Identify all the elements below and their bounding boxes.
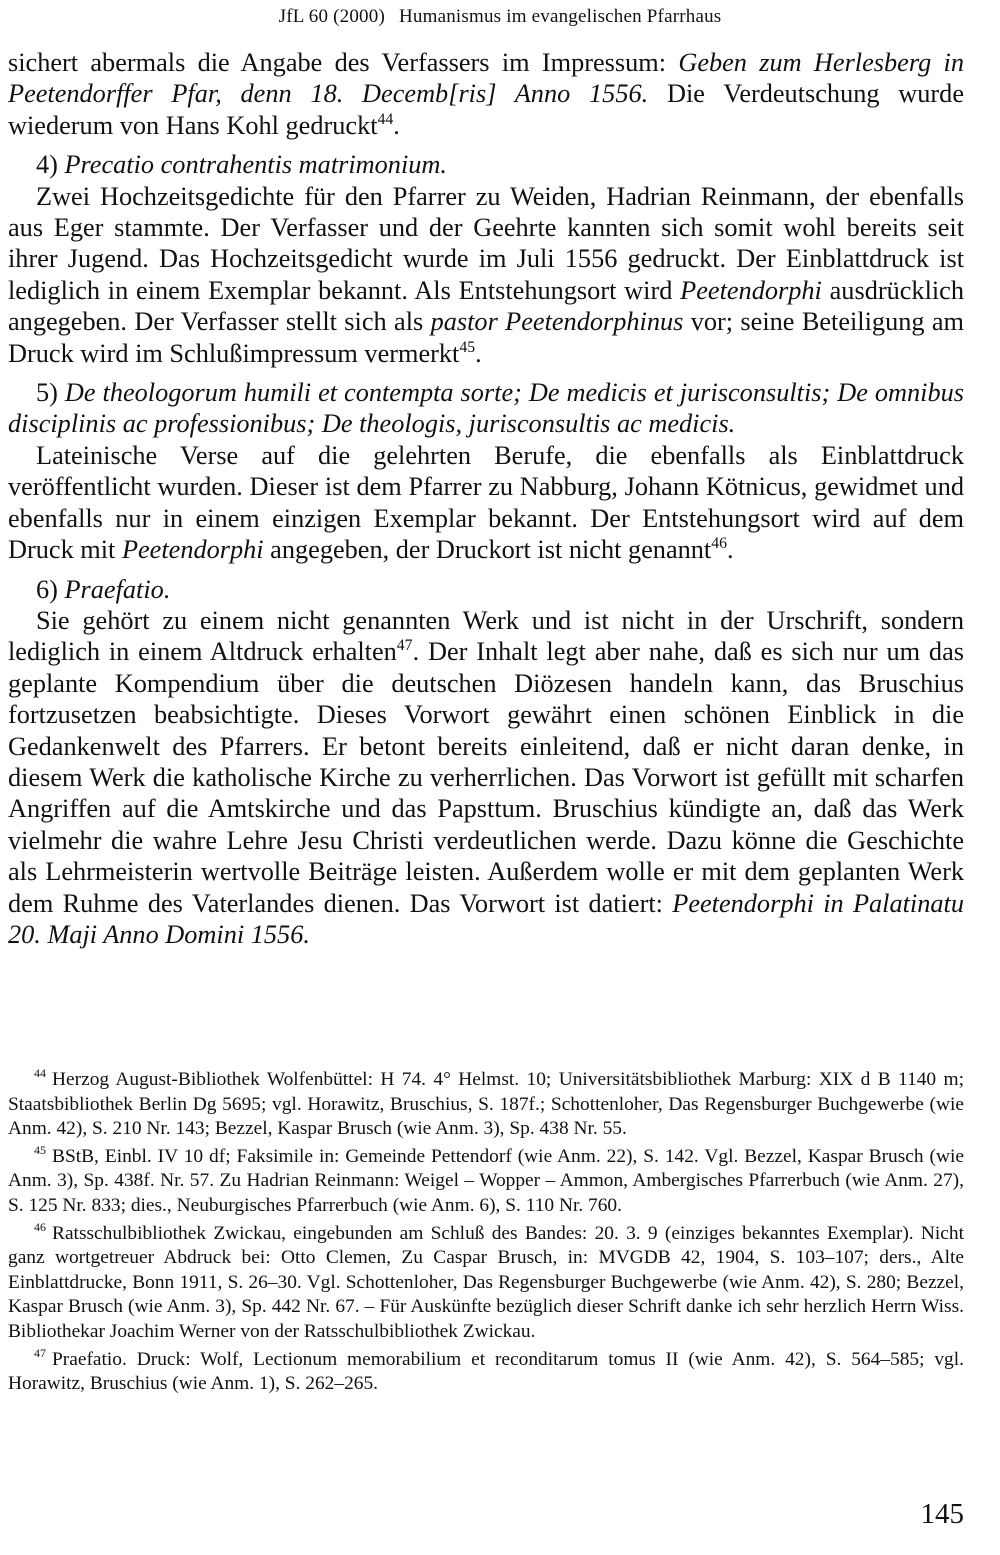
- text-run: ausdrücklich angegeben. Der Verfasser stellt sich als: [8, 275, 964, 337]
- footnote-ref-47[interactable]: 47: [396, 637, 413, 655]
- item-4-heading: [8, 149, 964, 180]
- footnote-number: 46: [34, 1219, 47, 1234]
- item-number: 5): [36, 378, 65, 408]
- footnote-44: [8, 1068, 964, 1142]
- paragraph-continuation: [8, 47, 964, 141]
- text-run: angegeben, der Druckort ist nicht genannt: [263, 535, 712, 565]
- page-number: 145: [920, 1498, 964, 1530]
- text-run: Die Verdeutschung wurde wiederum von Hans Kohl gedruckt: [8, 79, 965, 140]
- item-title: De theologorum humili et contempta sorte; De medicis et jurisconsultis; De omnibus disciplinis ac professionibus; De theologis, jurisconsultis ac medicis.: [8, 378, 964, 439]
- footnote-number: 47: [34, 1345, 47, 1360]
- text-run: Zwei Hochzeitsgedichte für den Pfarrer zu Weiden, Hadrian Reinmann, der ebenfalls aus Eger stammte. Der Verfasser und der Geehrte kannten sich somit wohl bereits seit ihrer Jugend. Das Hochzeitsgedicht wurde im Juli 1556 gedruckt. Der Einblattdruck ist lediglich in einem Exemplar bekannt. Als Entstehungsort wird: [8, 181, 964, 305]
- footnote-46: [8, 1219, 964, 1345]
- text-run: Sie gehört zu einem nicht genannten Werk und ist nicht in der Urschrift, sondern lediglich in einem Altdruck erhalten: [8, 605, 964, 667]
- item-5-heading: [8, 377, 964, 440]
- item-number: 6): [36, 574, 65, 604]
- item-5-text: [8, 440, 964, 566]
- text-run: .: [727, 535, 734, 565]
- item-6-heading: [8, 574, 964, 605]
- item-number: 4): [36, 150, 65, 180]
- footnote-text: Herzog August-Bibliothek Wolfenbüttel: H 74. 4° Helmst. 10; Universitätsbibliothek Marburg: XIX d B 1140 m; Staatsbibliothek Berlin Dg 5695; vgl. Horawitz, Bruschius, S. 187f.; Schottenloher, Das Regensburger Buchgewerbe (wie Anm. 42), S. 210 Nr. 143; Bezzel, Kaspar Brusch (wie Anm. 3), Sp. 438 Nr. 55.: [8, 1069, 964, 1140]
- text-run: sichert abermals die Angabe des Verfassers im Impressum:: [8, 48, 679, 77]
- italic-term: Peetendorphi: [680, 275, 822, 305]
- footnote-ref-44[interactable]: 44: [377, 110, 394, 128]
- footnote-text: Ratsschulbibliothek Zwickau, eingebunden am Schluß des Bandes: 20. 3. 9 (einziges bekanntes Exemplar). Nicht ganz wortgetreuer Abdruck bei: Otto Clemen, Zu Caspar Brusch, in: MVGDB 42, 1904, S. 103–107; ders., Alte Einblattdrucke, Bonn 1911, S. 26–30. Vgl. Schottenloher, Das Regensburger Buchgewerbe (wie Anm. 42), S. 280; Bezzel, Kaspar Brusch (wie Anm. 3), Sp. 442 Nr. 67. – Für Auskünfte bezüglich dieser Schrift danke ich sehr herzlich Herrn Wiss. Bibliothekar Joachim Werner von der Ratsschulbibliothek Zwickau.: [8, 1222, 964, 1342]
- italic-quote: Geben zum Herlesberg in Peetendorffer Pfar, denn 18. Decemb[ris] Anno 1556.: [8, 48, 964, 109]
- footnote-text: BStB, Einbl. IV 10 df; Faksimile in: Gemeinde Pettendorf (wie Anm. 22), S. 142. Vgl. Bezzel, Kaspar Brusch (wie Anm. 3), Sp. 438f. Nr. 57. Zu Hadrian Reinmann: Weigel – Wopper – Ammon, Ambergisches Pfarrerbuch (wie Anm. 27), S. 125 Nr. 833; dies., Neuburgisches Pfarrerbuch (wie Anm. 6), S. 110 Nr. 760.: [8, 1145, 964, 1216]
- footnote-number: 44: [34, 1066, 47, 1081]
- running-title: Humanismus im evangelischen Pfarrhaus: [398, 6, 722, 27]
- text-run: . Der Inhalt legt aber nahe, daß es sich nur um das geplante Kompendium über die deutschen Diözesen handeln kann, das Bruschius fortzusetzen beabsichtigte. Dieses Vorwort gewährt einen schönen Einblick in die Gedankenwelt des Pfarrers. Er betont bereits einleitend, daß er nicht daran denke, in diesem Werk die katholische Kirche zu verherrlichen. Das Vorwort ist gefüllt mit scharfen Angriffen auf die Amtskirche und das Papsttum. Bruschius kündigte an, daß das Werk vielmehr die wahre Lehre Jesu Christi verdeutlichen werde. Dazu könne die Geschichte als Lehrmeisterin wertvolle Beiträge leisten. Außerdem wolle er mit dem geplanten Werk dem Ruhme des Vaterlandes dienen. Das Vorwort ist datiert:: [8, 637, 964, 918]
- running-header: [0, 6, 1000, 28]
- footnote-number: 45: [34, 1142, 47, 1157]
- footnote-ref-45[interactable]: 45: [459, 338, 476, 356]
- italic-term: pastor Peetendorphinus: [430, 307, 684, 337]
- item-4-text: [8, 181, 964, 369]
- text-run: Lateinische Verse auf die gelehrten Berufe, die ebenfalls als Einblattdruck veröffentlicht wurden. Dieser ist dem Pfarrer zu Nabburg, Johann Kötnicus, gewidmet und ebenfalls nur in einem einzigen Exemplar bekannt. Der Entstehungsort wird auf dem Druck mit: [8, 440, 964, 565]
- journal-citation: JfL 60 (2000): [278, 6, 385, 27]
- footnote-45: [8, 1142, 964, 1219]
- footnotes: [8, 1068, 964, 1400]
- italic-date: Peetendorphi in Palatinatu 20. Maji Anno Domini 1556.: [8, 888, 964, 949]
- footnote-47: [8, 1345, 964, 1397]
- text-run: .: [475, 338, 482, 368]
- item-title: Precatio contrahentis matrimonium.: [64, 150, 447, 180]
- item-6-text: [8, 605, 964, 950]
- text-run: vor; seine Beteiligung am Druck wird im Schlußimpressum vermerkt: [8, 307, 964, 368]
- item-title: Praefatio.: [64, 574, 171, 604]
- text-run: .: [393, 110, 400, 140]
- footnote-text: Praefatio. Druck: Wolf, Lectionum memorabilium et reconditarum tomus II (wie Anm. 42), S. 564–585; vgl. Horawitz, Bruschius (wie Anm. 1), S. 262–265.: [8, 1348, 964, 1395]
- footnote-ref-46[interactable]: 46: [711, 534, 727, 552]
- body-text: [8, 47, 964, 950]
- italic-term: Peetendorphi: [121, 535, 264, 565]
